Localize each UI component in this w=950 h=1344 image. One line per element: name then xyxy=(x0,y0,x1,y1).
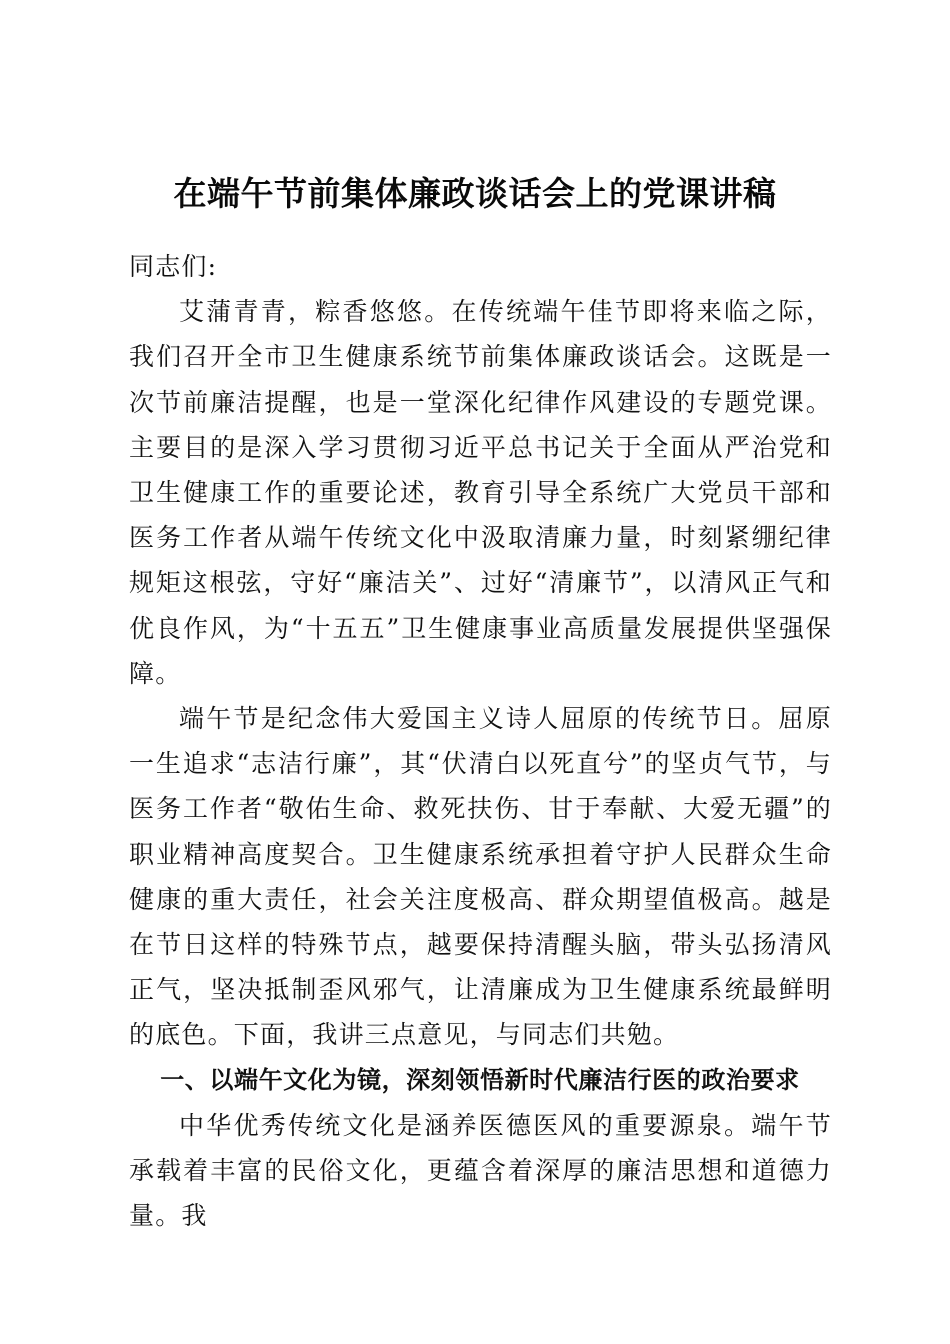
section-1-paragraph: 中华优秀传统文化是涵养医德医风的重要源泉。端午节承载着丰富的民俗文化，更蕴含着深厚的廉洁思想和道德力量。我 xyxy=(129,1110,832,1231)
greeting: 同志们: xyxy=(129,252,218,281)
document-body xyxy=(129,244,832,1238)
section-heading-1: 一、以端午文化为镜，深刻领悟新时代廉洁行医的政治要求 xyxy=(160,1065,800,1094)
paragraph-dragon-boat-festival: 端午节是纪念伟大爱国主义诗人屈原的传统节日。屈原一生追求“志洁行廉”，其“伏清白以死直兮”的坚贞气节，与医务工作者“敬佑生命、救死扶伤、甘于奉献、大爱无疆”的职业精神高度契合。卫生健康系统承担着守护人民群众生命健康的重大责任，社会关注度极高、群众期望值极高。越是在节日这样的特殊节点，越要保持清醒头脑，带头弘扬清风正气，坚决抵制歪风邪气，让清廉成为卫生健康系统最鲜明的底色。下面，我讲三点意见，与同志们共勉。 xyxy=(129,704,832,1050)
paragraph-intro: 艾蒲青青，粽香悠悠。在传统端午佳节即将来临之际，我们召开全市卫生健康系统节前集体廉政谈话会。这既是一次节前廉洁提醒，也是一堂深化纪律作风建设的专题党课。主要目的是深入学习贯彻习近平总书记关于全面从严治党和卫生健康工作的重要论述，教育引导全系统广大党员干部和医务工作者从端午传统文化中汲取清廉力量，时刻紧绷纪律规矩这根弦，守好“廉洁关”、过好“清廉节”，以清风正气和优良作风，为“十五五”卫生健康事业高质量发展提供坚强保障。 xyxy=(129,297,832,688)
document-title: 在端午节前集体廉政谈话会上的党课讲稿 xyxy=(173,174,777,213)
